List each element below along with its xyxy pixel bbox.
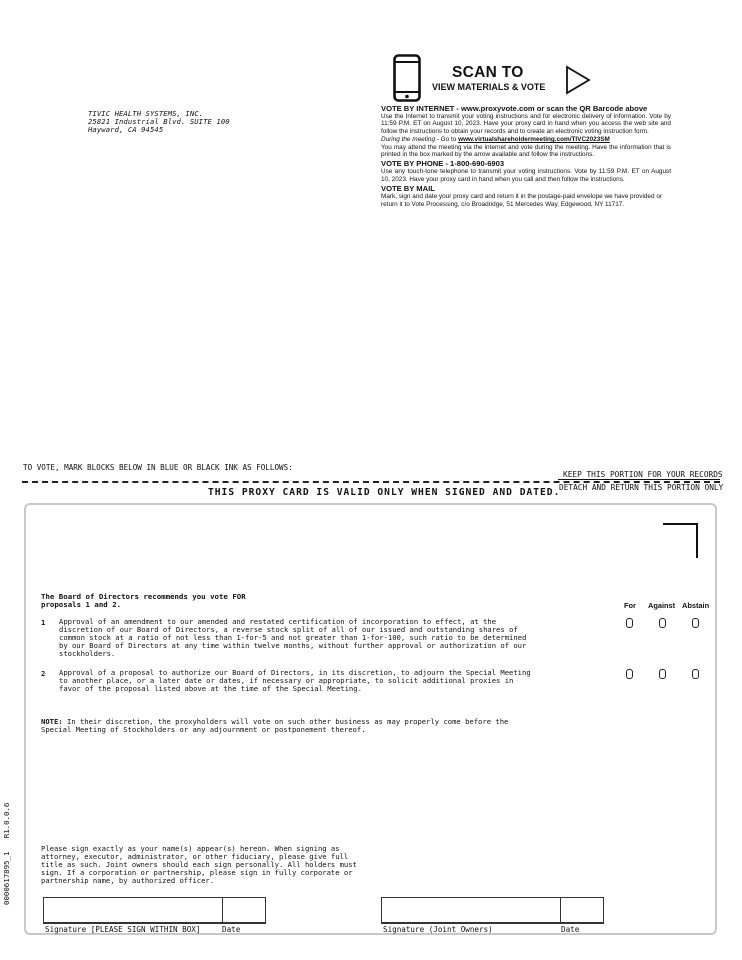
- joint-date-box[interactable]: [560, 897, 604, 923]
- vote-for-checkbox[interactable]: [626, 669, 633, 679]
- meeting-url-link[interactable]: www.virtualshareholdermeeting.com/TIVC2023SM: [458, 136, 610, 144]
- note-text: In their discretion, the proxyholders will vote on such other business as may properly come before the Special Meeting of Stockholders or any adjournment or postponement thereof.: [41, 717, 509, 734]
- column-against: Against: [648, 601, 676, 610]
- play-arrow-icon: [565, 65, 591, 95]
- proposal-number: 1: [41, 618, 46, 627]
- scan-title: SCAN TO: [452, 64, 524, 81]
- meeting-go: - Go to: [435, 136, 459, 144]
- mail-vote-body: Mark, sign and date your proxy card and return it in the postage-paid envelope we have provided or return it to Vote Processing, c/o Broadridge, 51 Mercedes Way, Edgewood, NY 11717.: [381, 193, 663, 208]
- scan-subtitle: VIEW MATERIALS & VOTE: [432, 82, 546, 92]
- vote-for-checkbox[interactable]: [626, 618, 633, 628]
- sender-address: [88, 110, 230, 134]
- keep-portion-label: KEEP THIS PORTION FOR YOUR RECORDS: [563, 470, 723, 479]
- signature-underline: [43, 923, 266, 924]
- signing-instructions: Please sign exactly as your name(s) appear(s) hereon. When signing as attorney, executor, administrator, or other fiduciary, please give full title as such. Joint owners should each sign personally. All holders must sign. If a corporation or partnership, please sign in fully corporate or partnership name, by authorized officer.: [41, 844, 357, 885]
- joint-signature-label: Signature (Joint Owners): [383, 925, 493, 934]
- sender-address-line2: Hayward, CA 94545: [88, 125, 164, 134]
- board-recommendation-line2: proposals 1 and 2.: [41, 600, 122, 610]
- meeting-prefix: During the meeting: [381, 136, 435, 144]
- sender-name: TIVIC HEALTH SYSTEMS, INC.: [88, 109, 204, 118]
- column-abstain: Abstain: [682, 601, 710, 610]
- corner-mark: [663, 523, 698, 558]
- proposal-text: Approval of a proposal to authorize our Board of Directors, in its discretion, to adjourn the Special Meeting to another place, or a later date or dates, if necessary or appropriate, to solicit additional proxies in favor of the proposal listed above at the time of the Special Meeting.: [59, 668, 531, 693]
- internet-vote-heading: VOTE BY INTERNET - www.proxyvote.com or scan the QR Barcode above: [381, 104, 648, 113]
- vote-abstain-checkbox[interactable]: [692, 618, 699, 628]
- board-recommendation: [41, 593, 246, 610]
- meeting-body: You may attend the meeting via the internet and vote during the meeting. Have the information that is printed in the box marked by the arrow available and follow the instructions.: [381, 143, 671, 159]
- vote-abstain-checkbox[interactable]: [692, 669, 699, 679]
- phone-vote-body: Use any touch-tone telephone to transmit your voting instructions. Vote by 11:59 P.M. ET on August 10, 2023. Have your proxy card in hand when you call and then follow the instructions.: [381, 168, 671, 183]
- note-paragraph: [41, 718, 561, 734]
- proposal-text: Approval of an amendment to our amended and restated certification of incorporation to effect, at the discretion of our Board of Directors, a reverse stock split of all of our issued and outstanding shares of common stock at a ratio of not less than 1-for-5 and not greater than 1-for-100, such ratio to be determined by our Board of Directors at any time within twelve months, without further approval or authorization of our stockholders.: [59, 617, 527, 658]
- phone-vote-heading: VOTE BY PHONE - 1-800-690-6903: [381, 159, 505, 169]
- to-vote-instruction: TO VOTE, MARK BLOCKS BELOW IN BLUE OR BLACK INK AS FOLLOWS:: [23, 463, 293, 472]
- note-label: NOTE:: [41, 717, 63, 726]
- joint-signature-box[interactable]: [381, 897, 561, 923]
- column-for: For: [624, 601, 636, 610]
- signature-box[interactable]: [43, 897, 223, 923]
- detach-return-label: DETACH AND RETURN THIS PORTION ONLY: [559, 483, 724, 492]
- keep-portion-underline: [558, 479, 720, 480]
- voting-instructions: [381, 104, 671, 209]
- phone-icon: [393, 54, 421, 102]
- joint-date-label: Date: [561, 925, 580, 934]
- sender-address-line1: 25821 Industrial Blvd. SUITE 100: [88, 117, 230, 126]
- mail-vote-heading: VOTE BY MAIL: [381, 184, 435, 194]
- date-label: Date: [222, 925, 241, 934]
- vote-against-checkbox[interactable]: [659, 669, 666, 679]
- signature-label: Signature [PLEASE SIGN WITHIN BOX]: [45, 925, 201, 934]
- document-id: 0000617895_1 R1.0.0.6: [2, 802, 11, 905]
- internet-vote-body: Use the Internet to transmit your voting instructions and for electronic delivery of information. Vote by 11:59 P.M. ET on August 10, 2023. Have your proxy card in hand when you access the web site and follow the instructions to obtain your records and to create an electronic voting instruction form.: [381, 113, 671, 135]
- joint-signature-underline: [381, 923, 604, 924]
- date-box[interactable]: [222, 897, 266, 923]
- board-recommendation-line1: The Board of Directors recommends you vote FOR: [41, 592, 246, 601]
- vote-against-checkbox[interactable]: [659, 618, 666, 628]
- proposal-number: 2: [41, 669, 46, 678]
- meeting-line: [381, 136, 671, 143]
- valid-notice: THIS PROXY CARD IS VALID ONLY WHEN SIGNED AND DATED.: [208, 487, 561, 498]
